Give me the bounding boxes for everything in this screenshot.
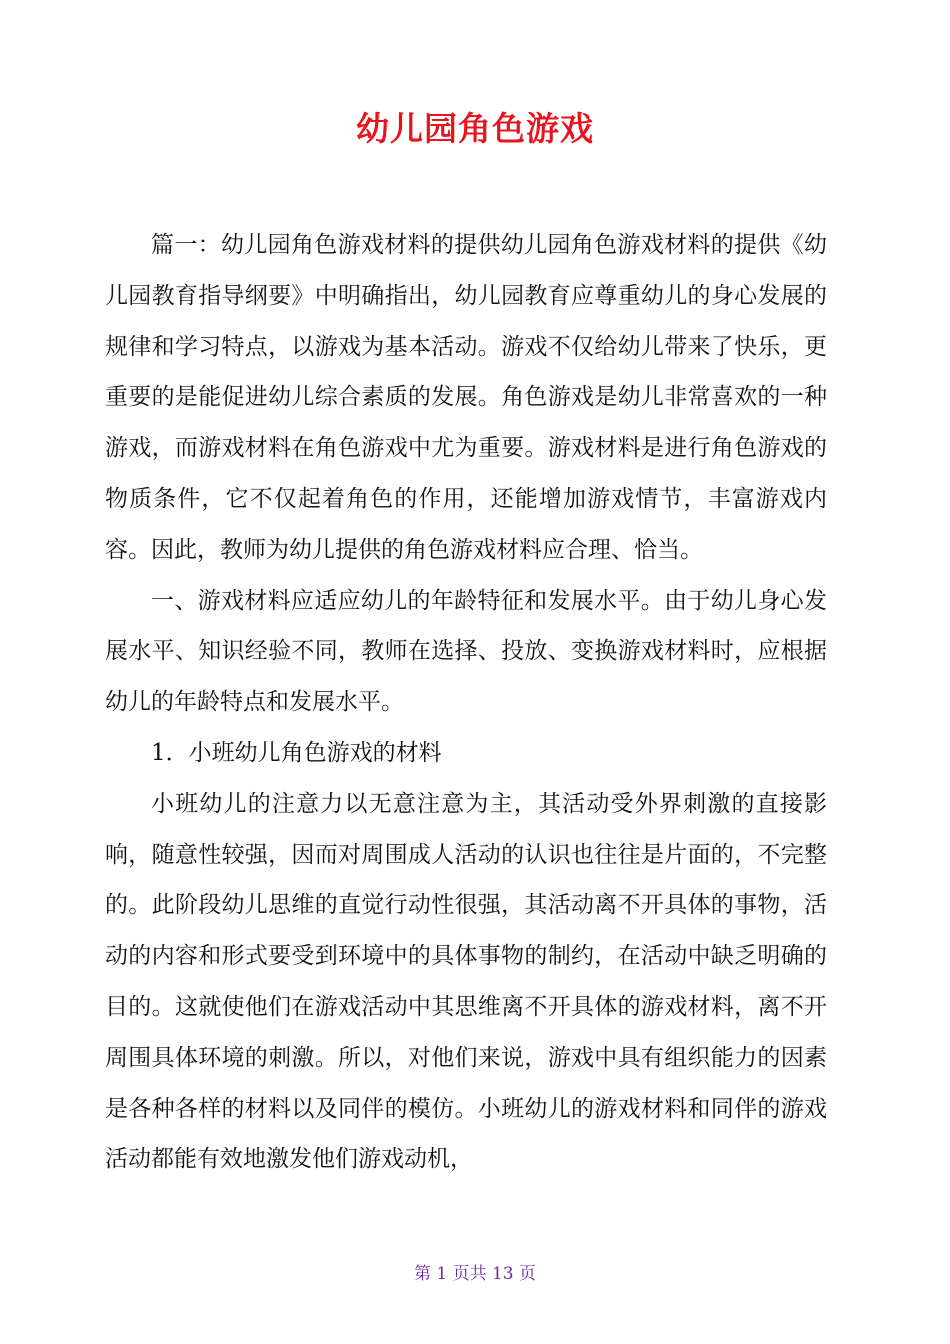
paragraph-intro: 篇一：幼儿园角色游戏材料的提供幼儿园角色游戏材料的提供《幼儿园教育指导纲要》中明确指出，幼儿园教育应尊重幼儿的身心发展的规律和学习特点，以游戏为基本活动。游戏不仅给幼儿带来了快乐，更重要的是能促进幼儿综合素质的发展。角色游戏是幼儿非常喜欢的一种游戏，而游戏材料在角色游戏中尤为重要。游戏材料是进行角色游戏的物质条件，它不仅起着角色的作用，还能增加游戏情节，丰富游戏内容。因此，教师为幼儿提供的角色游戏材料应合理、恰当。 xyxy=(105,232,827,563)
page-footer: 第 1 页共 13 页 xyxy=(413,1264,537,1284)
document-body xyxy=(105,220,827,1185)
paragraph-small-class-detail: 小班幼儿的注意力以无意注意为主，其活动受外界刺激的直接影响，随意性较强，因而对周围成人活动的认识也往往是片面的，不完整的。此阶段幼儿思维的直觉行动性很强，其活动离不开具体的事物，活动的内容和形式要受到环境中的具体事物的制约，在活动中缺乏明确的目的。这就使他们在游戏活动中其思维离不开具体的游戏材料，离不开周围具体环境的刺激。所以，对他们来说，游戏中具有组织能力的因素是各种各样的材料以及同伴的模仿。小班幼儿的游戏材料和同伴的游戏活动都能有效地激发他们游戏动机， xyxy=(105,790,827,1173)
document-title: 幼儿园角色游戏 xyxy=(356,109,594,148)
paragraph-subheading-small-class: 1．小班幼儿角色游戏的材料 xyxy=(151,739,442,766)
paragraph-section-one: 一、游戏材料应适应幼儿的年龄特征和发展水平。由于幼儿身心发展水平、知识经验不同，教师在选择、投放、变换游戏材料时，应根据幼儿的年龄特点和发展水平。 xyxy=(105,587,827,716)
